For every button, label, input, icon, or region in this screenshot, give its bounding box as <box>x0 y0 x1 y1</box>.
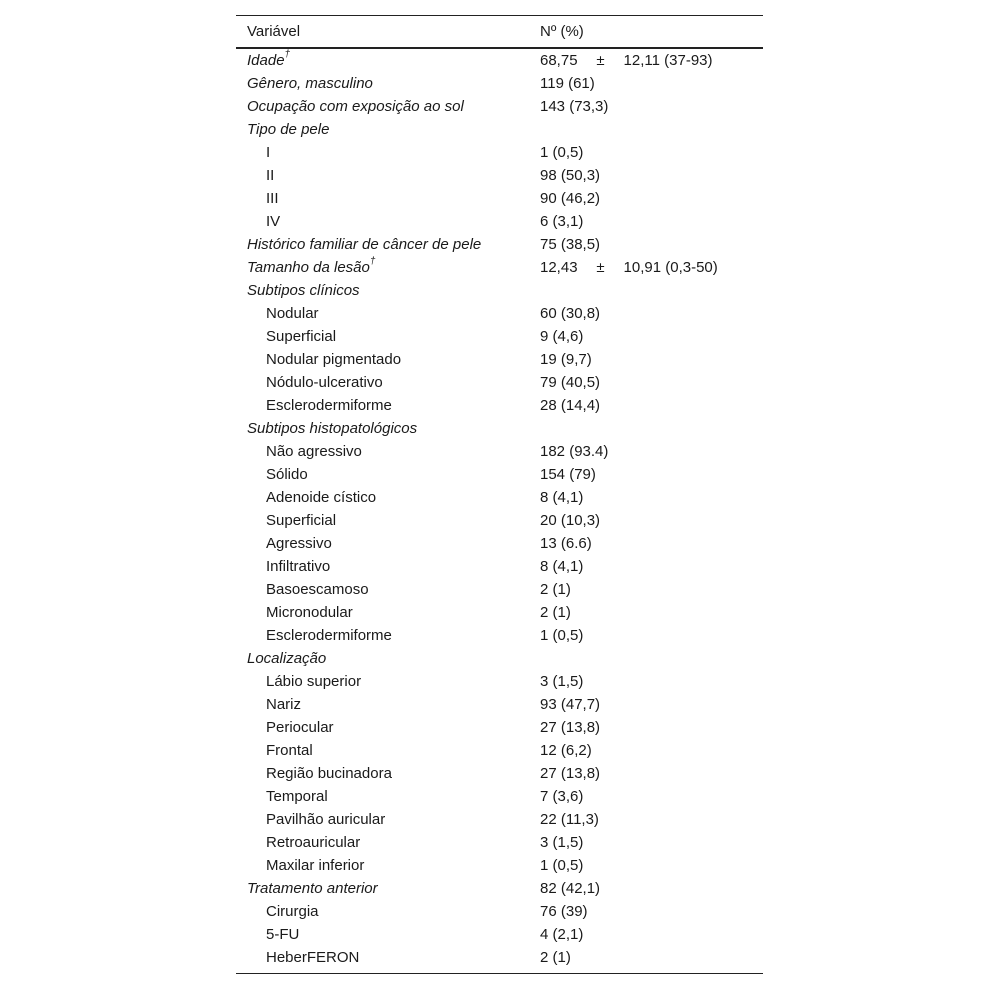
row-label <box>266 144 270 161</box>
row-label-text: IV <box>266 213 281 230</box>
row-value: 13 (6.6) <box>540 535 592 552</box>
table-row <box>236 877 763 900</box>
row-label <box>266 604 353 621</box>
row-label <box>247 98 464 115</box>
row-value: 182 (93.4) <box>540 443 609 460</box>
row-label <box>247 49 291 69</box>
row-label-text: Superficial <box>266 328 337 345</box>
row-sd-range: 12,11 (37-93) <box>623 52 713 69</box>
table-row <box>236 486 763 509</box>
row-value: 2 (1) <box>540 581 571 598</box>
row-label <box>266 811 385 828</box>
table-row <box>236 210 763 233</box>
row-label-text: Tamanho da lesão <box>247 259 370 276</box>
table-row <box>236 72 763 95</box>
row-label <box>266 374 383 391</box>
row-label <box>247 880 378 897</box>
row-label <box>266 558 330 575</box>
table-row <box>236 555 763 578</box>
row-label-text: Esclerodermiforme <box>266 627 392 644</box>
header-variable: Variável <box>247 23 301 40</box>
row-label-text: Gênero, masculino <box>247 75 373 92</box>
data-table <box>236 15 763 974</box>
row-value: 1 (0,5) <box>540 857 584 874</box>
row-label-text: Cirurgia <box>266 903 319 920</box>
row-label-text: Tratamento anterior <box>247 880 378 897</box>
row-label-text: III <box>266 190 279 207</box>
table-row <box>236 302 763 325</box>
row-label <box>266 673 361 690</box>
row-value <box>540 259 718 276</box>
row-sd-range: 10,91 (0,3-50) <box>623 259 718 276</box>
row-mean: 68,75 <box>540 52 578 69</box>
row-label-text: Infiltrativo <box>266 558 331 575</box>
row-label-text: Retroauricular <box>266 834 361 851</box>
row-label <box>266 466 308 483</box>
row-value: 22 (11,3) <box>540 811 599 828</box>
row-label <box>266 857 364 874</box>
row-value: 2 (1) <box>540 949 571 966</box>
row-label-text: Subtipos clínicos <box>247 282 360 299</box>
row-label-text: Subtipos histopatológicos <box>247 420 418 437</box>
row-label <box>266 351 401 368</box>
table-row <box>236 831 763 854</box>
row-label <box>266 834 360 851</box>
table-row <box>236 141 763 164</box>
row-label <box>266 190 279 207</box>
row-label <box>266 213 280 230</box>
row-value: 27 (13,8) <box>540 765 601 782</box>
row-label <box>266 788 328 805</box>
row-value: 93 (47,7) <box>540 696 601 713</box>
row-value: 3 (1,5) <box>540 673 584 690</box>
row-label-text: Lábio superior <box>266 673 362 690</box>
row-value: 4 (2,1) <box>540 926 584 943</box>
row-value: 9 (4,6) <box>540 328 584 345</box>
row-label-text: I <box>266 144 271 161</box>
table-row <box>236 417 763 440</box>
row-mean: 12,43 <box>540 259 578 276</box>
table-row <box>236 440 763 463</box>
row-label <box>247 420 417 437</box>
row-label <box>266 443 362 460</box>
row-label-text: Nódulo-ulcerativo <box>266 374 383 391</box>
row-label-text: Adenoide cístico <box>266 489 377 506</box>
row-label <box>266 627 392 644</box>
row-value: 19 (9,7) <box>540 351 592 368</box>
table-row <box>236 739 763 762</box>
row-label-text: Ocupação com exposição ao sol <box>247 98 464 115</box>
table-row <box>236 348 763 371</box>
table-row <box>236 532 763 555</box>
row-label <box>266 535 332 552</box>
row-value: 12 (6,2) <box>540 742 592 759</box>
row-label-text: Temporal <box>266 788 328 805</box>
row-value: 90 (46,2) <box>540 190 601 207</box>
table-row <box>236 923 763 946</box>
row-label-text: Tipo de pele <box>247 121 330 138</box>
row-value: 79 (40,5) <box>540 374 601 391</box>
dagger-footnote-mark: † <box>284 49 291 60</box>
row-value: 98 (50,3) <box>540 167 601 184</box>
row-label-text: II <box>266 167 275 184</box>
row-value: 76 (39) <box>540 903 588 920</box>
table-row <box>236 601 763 624</box>
row-label-text: Sólido <box>266 466 308 483</box>
row-label <box>266 167 274 184</box>
row-label <box>266 903 319 920</box>
row-label <box>247 236 481 253</box>
row-label-text: Nariz <box>266 696 302 713</box>
row-label-text: Micronodular <box>266 604 353 621</box>
row-label <box>247 121 329 138</box>
table-row <box>236 325 763 348</box>
row-label-text: Não agressivo <box>266 443 362 460</box>
row-value: 6 (3,1) <box>540 213 584 230</box>
row-label <box>266 949 359 966</box>
plus-minus-sign: ± <box>596 52 605 69</box>
row-label <box>247 650 326 667</box>
table-row <box>236 578 763 601</box>
row-value: 119 (61) <box>540 75 595 92</box>
row-value: 82 (42,1) <box>540 880 601 897</box>
table-row <box>236 49 763 72</box>
row-value: 7 (3,6) <box>540 788 584 805</box>
table-row <box>236 187 763 210</box>
row-value: 3 (1,5) <box>540 834 584 851</box>
row-label-text: Localização <box>247 650 327 667</box>
row-label <box>266 328 336 345</box>
table-row <box>236 762 763 785</box>
row-value: 28 (14,4) <box>540 397 601 414</box>
row-label-text: Região bucinadora <box>266 765 392 782</box>
header-value: Nº (%) <box>540 23 584 40</box>
row-value: 154 (79) <box>540 466 596 483</box>
row-value: 75 (38,5) <box>540 236 601 253</box>
table-row <box>236 118 763 141</box>
table-row <box>236 279 763 302</box>
row-label-text: Esclerodermiforme <box>266 397 392 414</box>
table-row <box>236 624 763 647</box>
row-label-text: Nodular <box>266 305 319 322</box>
row-label <box>266 397 392 414</box>
table-body <box>236 49 763 974</box>
row-value: 1 (0,5) <box>540 627 584 644</box>
row-label-text: 5-FU <box>266 926 300 943</box>
row-label-text: Idade <box>247 52 285 69</box>
table-row <box>236 946 763 969</box>
table-row <box>236 95 763 118</box>
row-label <box>266 696 301 713</box>
row-label <box>266 489 376 506</box>
row-label-text: Frontal <box>266 742 313 759</box>
row-label-text: Basoescamoso <box>266 581 369 598</box>
row-value: 8 (4,1) <box>540 558 584 575</box>
row-label-text: Agressivo <box>266 535 332 552</box>
dagger-footnote-mark: † <box>369 256 376 267</box>
table-row <box>236 808 763 831</box>
plus-minus-sign: ± <box>596 259 605 276</box>
table-row <box>236 854 763 877</box>
row-value <box>540 52 713 69</box>
row-label <box>247 256 376 276</box>
table-row <box>236 900 763 923</box>
row-label-text: Superficial <box>266 512 337 529</box>
row-label-text: Maxilar inferior <box>266 857 365 874</box>
table-row <box>236 233 763 256</box>
row-label-text: HeberFERON <box>266 949 360 966</box>
table-header <box>236 16 763 49</box>
table-row <box>236 509 763 532</box>
row-label <box>247 75 373 92</box>
row-label <box>266 512 336 529</box>
row-label <box>266 742 313 759</box>
table-row <box>236 164 763 187</box>
row-label <box>266 581 369 598</box>
row-value: 27 (13,8) <box>540 719 601 736</box>
row-label <box>266 305 319 322</box>
row-value: 1 (0,5) <box>540 144 584 161</box>
row-label-text: Periocular <box>266 719 334 736</box>
table-row <box>236 647 763 670</box>
row-value: 143 (73,3) <box>540 98 609 115</box>
table-row <box>236 463 763 486</box>
row-label <box>266 926 299 943</box>
table-row <box>236 785 763 808</box>
table-row <box>236 670 763 693</box>
row-value: 20 (10,3) <box>540 512 601 529</box>
table-row <box>236 256 763 279</box>
row-label <box>247 282 360 299</box>
row-label-text: Pavilhão auricular <box>266 811 386 828</box>
row-label-text: Nodular pigmentado <box>266 351 402 368</box>
table-row <box>236 716 763 739</box>
row-label-text: Histórico familiar de câncer de pele <box>247 236 482 253</box>
table-row <box>236 394 763 417</box>
table-row <box>236 371 763 394</box>
table-row <box>236 693 763 716</box>
row-label <box>266 719 334 736</box>
row-value: 60 (30,8) <box>540 305 601 322</box>
row-label <box>266 765 392 782</box>
row-value: 8 (4,1) <box>540 489 584 506</box>
row-value: 2 (1) <box>540 604 571 621</box>
